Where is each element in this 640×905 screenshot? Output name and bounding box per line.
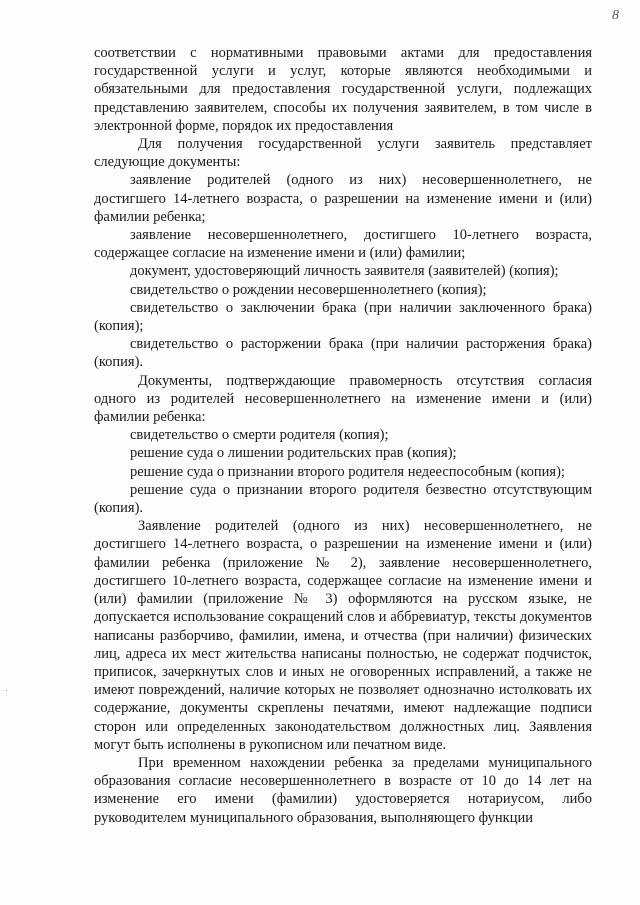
document-body bbox=[94, 44, 592, 827]
list-item-marriage-certificate: свидетельство о заключении брака (при наличии заключенного брака) (копия); bbox=[94, 299, 592, 335]
list-item-divorce-certificate: свидетельство о расторжении брака (при наличии расторжения брака) (копия). bbox=[94, 336, 592, 371]
list-item-birth-certificate: свидетельство о рождении несовершеннолетнего (копия); bbox=[130, 281, 487, 298]
list-item-death-certificate: свидетельство о смерти родителя (копия); bbox=[130, 427, 389, 444]
list-item-parent-application: заявление родителей (одного из них) несовершеннолетнего, не достигшего 14-летнего возраста, о разрешении на изменение имени и (или) фамилии ребенка; bbox=[94, 172, 592, 225]
paragraph-application-requirements: Заявление родителей (одного из них) несовершеннолетнего, не достигшего 14-летнего возраста, о разрешении на изменение имени и (или) фамилии ребенка (приложение № 2), заявление несовершеннолетнего, достигшего 10-летнего возраста, содержащее согласие на изменение имени и (или) фамилии (приложение № 3) оформляются на русском языке, не допускается использование сокращений слов и аббревиатур, тексты документов написаны разборчиво, фамилии, имена, и отчества (при наличии) физических лиц, адреса их мест жительства написаны полностью, не содержат подчисток, приписок, зачеркнутых слов и иных не оговоренных исправлений, а также не имеют повреждений, наличие которых не позволяет однозначно истолковать их содержание, документы скреплены печатями, имеют надлежащие подписи сторон или определенных законодательством должностных лиц. Заявления могут быть исполнены в рукописном или печатном виде. bbox=[94, 518, 592, 753]
paragraph-consent-absence-documents: Документы, подтверждающие правомерность отсутствия согласия одного из родителей несовершеннолетнего на изменение имени и (или) фамилии ребенка: bbox=[94, 372, 592, 426]
list-item-minor-application: заявление несовершеннолетнего, достигшего 10-летнего возраста, содержащее согласие на изменение имени и (или) фамилии; bbox=[94, 227, 592, 262]
paragraph-intro-continuation: соответствии с нормативными правовыми актами для предоставления государственной услуги и услуг, которые являются необходимыми и обязательными для предоставления государственной услуги, подлежащих представлению заявителем, способы их получения заявителем, в том числе в электронной форме, порядок их предоставления bbox=[94, 45, 592, 134]
scan-artifact bbox=[6, 690, 7, 691]
list-item-missing-person-ruling: решение суда о признании второго родителя безвестно отсутствующим (копия). bbox=[94, 481, 592, 517]
paragraph-required-documents: Для получения государственной услуги заявитель представляет следующие документы: bbox=[94, 136, 592, 171]
page-number: 8 bbox=[612, 8, 619, 23]
list-item-identity-document: документ, удостоверяющий личность заявителя (заявителей) (копия); bbox=[130, 263, 559, 280]
list-item-deprivation-of-rights: решение суда о лишении родительских прав (копия); bbox=[130, 445, 457, 462]
paragraph-temporary-absence: При временном нахождении ребенка за пределами муниципального образования согласие несовершеннолетнего в возрасте от 10 до 14 лет на изменение его имени (фамилии) удостоверяется нотариусом, либо руководителем муниципального образования, выполняющего функции bbox=[94, 754, 592, 826]
list-item-incapacity-ruling: решение суда о признании второго родителя недееспособным (копия); bbox=[130, 463, 565, 480]
